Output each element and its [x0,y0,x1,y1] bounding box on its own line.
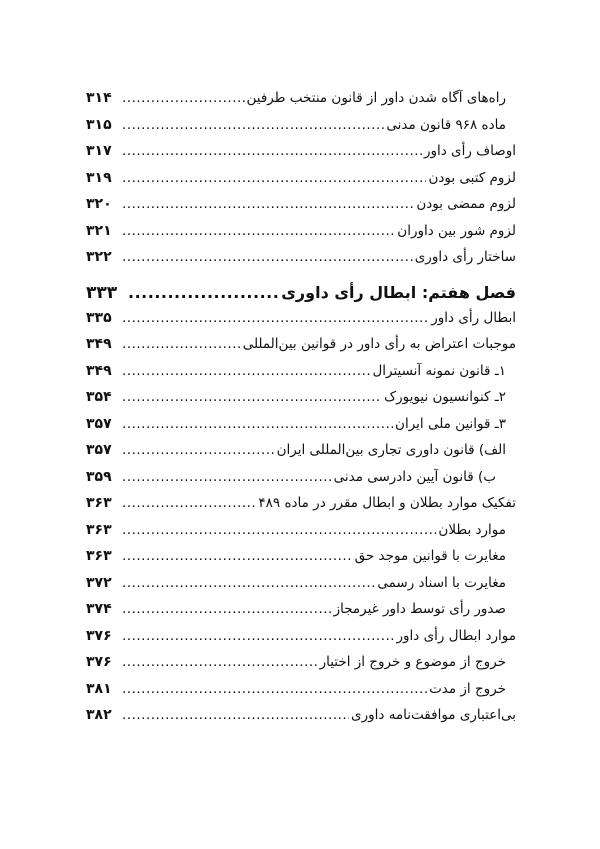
toc-page-number: ۳۷۴ [86,601,112,617]
toc-entry[interactable] [86,90,516,117]
dot-leader [128,283,279,302]
toc-entry-title: خروج از موضوع و خروج از اختیار [319,654,506,670]
toc-entry[interactable] [86,336,516,363]
toc-entry-title: مغایرت با اسناد رسمی [377,574,506,591]
dot-leader [122,628,394,644]
dot-leader [122,522,436,538]
dot-leader [122,117,384,133]
toc-page-number: ۳۵۷ [86,415,112,432]
toc-entry-title: اوصاف رأی داور [423,143,516,159]
toc-entry-title: ماده ۹۶۸ قانون مدنی [386,116,506,133]
table-of-contents [86,90,516,734]
toc-page-number: ۳۲۱ [86,222,112,239]
chapter-page-number: ۳۳۳ [86,282,118,303]
dot-leader [122,601,332,617]
toc-page-number: ۳۸۲ [86,707,112,723]
toc-entry-title: تفکیک موارد بطلان و ابطال مقرر در ماده ۴۸۹ [258,495,516,511]
toc-entry[interactable] [86,575,516,602]
dot-leader [122,654,318,670]
toc-page-number: ۳۷۶ [86,627,112,644]
toc-entry[interactable] [86,601,516,628]
toc-page-number: ۳۳۵ [86,309,112,326]
dot-leader [122,548,353,564]
dot-leader [122,143,422,159]
toc-page-number: ۳۱۷ [86,143,112,159]
toc-entry-title: خروج از مدت [429,680,506,697]
toc-entry-title: ۲ـ کنوانسیون نیویورک [384,389,506,405]
toc-chapter-heading[interactable] [86,276,516,310]
toc-entry[interactable] [86,363,516,390]
toc-entry-title: راه‌های آگاه شدن داور از قانون منتخب طرفین [246,90,506,106]
toc-entry-title: الف) قانون داوری تجاری بین‌المللی ایران [276,442,506,458]
toc-entry[interactable] [86,628,516,655]
toc-page-number: ۳۴۹ [86,336,112,352]
toc-entry[interactable] [86,310,516,337]
dot-leader [122,575,375,591]
toc-entry[interactable] [86,548,516,575]
toc-entry[interactable] [86,143,516,170]
toc-page-number: ۳۴۹ [86,362,112,379]
toc-entry-title: موارد ابطال رأی داور [396,627,516,644]
toc-entry[interactable] [86,249,516,276]
toc-page-number: ۳۶۳ [86,548,112,564]
dot-leader [122,495,256,511]
toc-page-number: ۳۷۶ [86,654,112,670]
dot-leader [122,442,275,458]
toc-entry-title: لزوم شور بین داوران [397,222,516,239]
toc-entry[interactable] [86,389,516,416]
toc-page-number: ۳۲۰ [86,196,112,212]
toc-entry-title: موجبات اعتراض به رأی داور در قوانین بین‌المللی [242,336,516,352]
dot-leader [122,469,332,485]
toc-page-number: ۳۷۲ [86,574,112,591]
toc-entry-title: ابطال رأی داور [431,309,516,326]
toc-page-number: ۳۵۹ [86,468,112,485]
toc-entry-title: صدور رأی توسط داور غیرمجاز [333,601,506,617]
toc-entry-title: ۱ـ قانون نمونه آنسیترال [372,362,506,379]
toc-entry[interactable] [86,469,516,496]
dot-leader [122,170,426,186]
toc-page-number: ۳۱۵ [86,116,112,133]
toc-entry-title: لزوم ممضی بودن [416,196,516,212]
toc-entry[interactable] [86,707,516,734]
dot-leader [122,90,245,106]
dot-leader [122,336,241,352]
toc-page-number: ۳۵۷ [86,442,112,458]
dot-leader [122,681,427,697]
toc-entry[interactable] [86,117,516,144]
dot-leader [122,707,349,723]
toc-entry[interactable] [86,654,516,681]
toc-entry-title: مغایرت با قوانین موجد حق [354,548,506,564]
dot-leader [122,249,413,265]
toc-page-number: ۳۶۳ [86,521,112,538]
toc-page-number: ۳۱۹ [86,169,112,186]
dot-leader [122,389,382,405]
toc-entry-title: بی‌اعتباری موافقت‌نامه داوری [351,707,516,723]
dot-leader [122,223,395,239]
dot-leader [122,196,414,212]
toc-entry[interactable] [86,196,516,223]
toc-entry-title: ب) قانون آیین دادرسی مدنی [333,468,496,485]
toc-page-number: ۳۱۴ [86,90,112,106]
dot-leader [122,416,393,432]
toc-entry-title: لزوم کتبی بودن [428,169,516,186]
toc-entry-title: ۳ـ قوانین ملی ایران [395,415,506,432]
toc-entry-title: ساختار رأی داوری [414,249,516,265]
toc-entry[interactable] [86,223,516,250]
toc-entry[interactable] [86,522,516,549]
toc-entry[interactable] [86,442,516,469]
toc-entry[interactable] [86,170,516,197]
dot-leader [122,310,429,326]
chapter-title: فصل هفتم: ابطال رأی داوری [281,283,516,302]
toc-entry[interactable] [86,416,516,443]
toc-page-number: ۳۵۴ [86,389,112,405]
toc-page-number: ۳۲۲ [86,249,112,265]
toc-entry[interactable] [86,681,516,708]
toc-page-number: ۳۸۱ [86,680,112,697]
toc-entry-title: موارد بطلان [438,521,506,538]
dot-leader [122,363,370,379]
toc-entry[interactable] [86,495,516,522]
toc-page-number: ۳۶۳ [86,495,112,511]
